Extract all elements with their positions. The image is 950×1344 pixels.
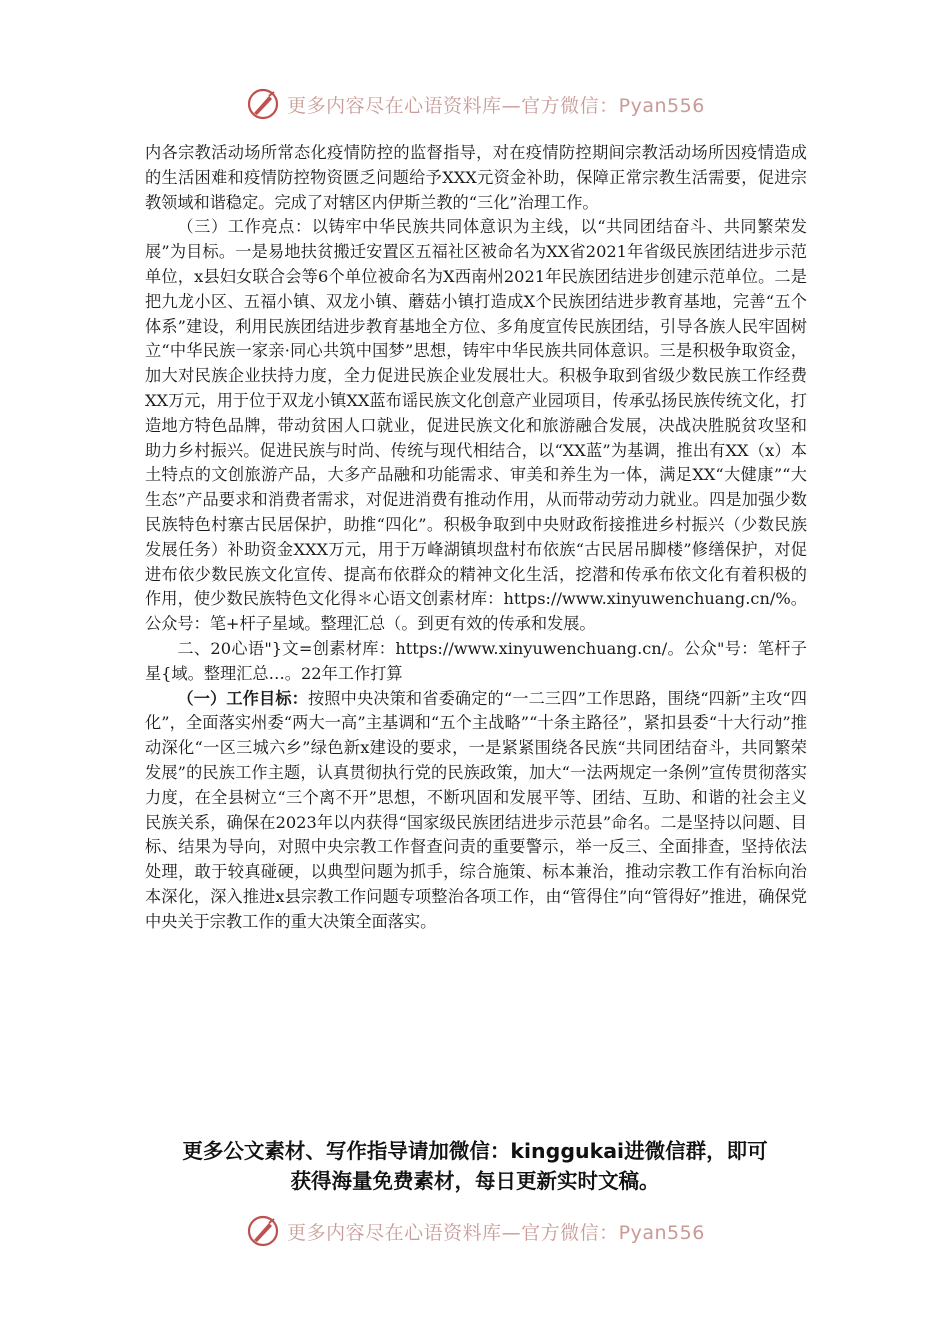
- paragraph-continued: 内各宗教活动场所常态化疫情防控的监督指导，对在疫情防控期间宗教活动场所因疫情造成的生活困难和疫情防控物资匮乏问题给予XXX元资金补助，保障正常宗教生活需要，促进宗教领域和谐稳定。完成了对辖区内伊斯兰教的“三化”治理工作。: [145, 143, 807, 212]
- footer-banner-text: 更多内容尽在心语资料库—官方微信：Pyan556: [287, 1221, 705, 1244]
- body-text: [145, 141, 807, 935]
- paragraph-highlights: （三）工作亮点：以铸牢中华民族共同体意识为主线，以“共同团结奋斗、共同繁荣发展”为目标。一是易地扶贫搬迁安置区五福社区被命名为XX省2021年省级民族团结进步示范单位，x县妇女联合会等6个单位被命名为X西南州2021年民族团结进步创建示范单位。二是把九龙小区、五福小镇、双龙小镇、蘑菇小镇打造成X个民族团结进步教育基地，完善“五个体系”建设，利用民族团结进步教育基地全方位、多角度宣传民族团结，引导各族人民牢固树立“中华民族一家亲·同心共筑中国梦”思想，铸牢中华民族共同体意识。三是积极争取资金，加大对民族企业扶持力度，全力促进民族企业发展壮大。积极争取到省级少数民族工作经费XX万元，用于位于双龙小镇XX蓝布谣民族文化创意产业园项目，传承弘扬民族传统文化，打造地方特色品牌，带动贫困人口就业，促进民族文化和旅游融合发展，决战决胜脱贫攻坚和助力乡村振兴。促进民族与时尚、传统与现代相结合，以“XX蓝”为基调，推出有XX（x）本土特点的文创旅游产品，大多产品融和功能需求、审美和养生为一体，满足XX“大健康”“大生态”产品要求和消费者需求，对促进消费有推动作用，从而带动劳动力就业。四是加强少数民族特色村寨古民居保护，助推“四化”。积极争取到中央财政衔接推进乡村振兴（少数民族发展任务）补助资金XXX万元，用于万峰湖镇坝盘村布依族“古民居吊脚楼”修缮保护，对促进布依少数民族文化宣传、提高布依群众的精神文化生活，挖潜和传承布依文化有着积极的作用，使少数民族特色文化得＊心语文创素材库：https://www.xinyuwenchuang.cn/%。公众号：笔+杆子星域。整理汇总（。到更有效的传承和发展。: [145, 217, 807, 634]
- promo-line-1: 更多公文素材、写作指导请加微信：kinggukai进微信群，即可: [182, 1139, 768, 1163]
- pen-logo-icon: [245, 86, 281, 122]
- footer-banner: [0, 1211, 950, 1251]
- paragraph-goals: [145, 687, 807, 935]
- promo-line-2: 获得海量免费素材，每日更新实时文稿。: [290, 1169, 660, 1193]
- paragraph-section-heading: 二、20心语"}文=创素材库：https://www.xinyuwenchuang.cn/。公众"号：笔杆子星{域。整理汇总…。22年工作打算: [145, 638, 807, 683]
- pen-logo-icon: [245, 1213, 281, 1249]
- promo-notice: [100, 1136, 850, 1196]
- header-banner: [0, 84, 950, 124]
- goals-body: 按照中央决策和省委确定的“一二三四”工作思路，围绕“四新”主攻“四化”，全面落实州委“两大一高”主基调和“五个主战略”“十条主路径”，紧扣县委“十大行动”推动深化“一区三城六乡”绿色新x建设的要求，一是紧紧围绕各民族“共同团结奋斗，共同繁荣发展”的民族工作主题，认真贯彻执行党的民族政策，加大“一法两规定一条例”宣传贯彻落实力度，在全县树立“三个离不开”思想，不断巩固和发展平等、团结、互助、和谐的社会主义民族关系，确保在2023年以内获得“国家级民族团结进步示范县”命名。二是坚持以问题、目标、结果为导向，对照中央宗教工作督查问责的重要警示，举一反三、全面排查，坚持依法处理，敢于较真碰硬，以典型问题为抓手，综合施策、标本兼治，推动宗教工作有治标向治本深化，深入推进x县宗教工作问题专项整治各项工作，由“管得住”向“管得好”推进，确保党中央关于宗教工作的重大决策全面落实。: [145, 688, 807, 931]
- header-banner-text: 更多内容尽在心语资料库—官方微信：Pyan556: [287, 94, 705, 117]
- goals-lead: （一）工作目标：: [177, 688, 308, 708]
